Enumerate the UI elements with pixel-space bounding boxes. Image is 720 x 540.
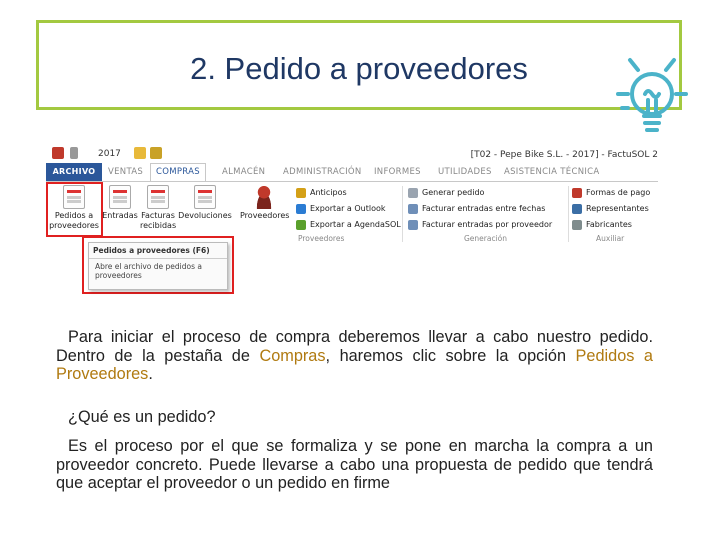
invoice-icon bbox=[147, 185, 169, 209]
formas-pago-button[interactable] bbox=[572, 186, 650, 202]
tab-compras[interactable]: COMPRAS bbox=[150, 163, 206, 181]
row-label: Exportar a AgendaSOL bbox=[310, 220, 401, 229]
title-box bbox=[36, 20, 682, 110]
dropdown-icon[interactable] bbox=[70, 147, 78, 159]
row-label: Formas de pago bbox=[586, 188, 651, 197]
people-icon bbox=[572, 204, 582, 214]
button-label: Facturas bbox=[141, 211, 175, 220]
row-label: Representantes bbox=[586, 204, 649, 213]
row-label: Facturar entradas por proveedor bbox=[422, 220, 553, 229]
tab-utilidades[interactable]: UTILIDADES bbox=[438, 167, 492, 177]
button-label: Entradas bbox=[102, 211, 138, 220]
tooltip bbox=[88, 242, 228, 290]
year-selector[interactable]: 2017 bbox=[98, 149, 121, 159]
exportar-outlook-button[interactable] bbox=[296, 202, 401, 218]
payment-icon bbox=[572, 188, 582, 198]
highlight-frame-pedidos bbox=[46, 182, 103, 237]
instruction-paragraph bbox=[56, 328, 653, 384]
supplier-person-icon bbox=[253, 185, 275, 209]
tooltip-description: Abre el archivo de pedidos a proveedores bbox=[95, 262, 202, 280]
text-run: . bbox=[148, 365, 153, 383]
calendar-icon bbox=[408, 204, 418, 214]
devoluciones-button[interactable] bbox=[178, 185, 232, 221]
row-label: Fabricantes bbox=[586, 220, 632, 229]
ribbon-body bbox=[46, 181, 658, 244]
anticipos-button[interactable] bbox=[296, 186, 401, 202]
proveedores-button[interactable] bbox=[240, 185, 288, 221]
entradas-button[interactable] bbox=[102, 185, 138, 221]
text-run: Para iniciar el proceso de compra deberemos llevar a cabo nuestro pedido. Dentro de la pestaña de bbox=[56, 328, 653, 365]
app-icon[interactable] bbox=[52, 147, 64, 159]
row-label: Facturar entradas entre fechas bbox=[422, 204, 546, 213]
text-run: , haremos clic sobre la opción bbox=[325, 346, 576, 365]
highlight-frame-tooltip bbox=[82, 236, 234, 294]
compras-highlight: Compras bbox=[259, 346, 326, 365]
ribbon-screenshot bbox=[46, 140, 658, 296]
generar-pedido-button[interactable] bbox=[408, 186, 552, 202]
group-auxiliar-items bbox=[572, 186, 650, 234]
entries-icon bbox=[109, 185, 131, 209]
money-icon bbox=[296, 188, 306, 198]
question-heading: ¿Qué es un pedido? bbox=[68, 408, 216, 426]
slide-title: 2. Pedido a proveedores bbox=[190, 51, 528, 86]
document-icon bbox=[408, 188, 418, 198]
facturas-recibidas-button[interactable] bbox=[140, 185, 176, 231]
button-label: Proveedores bbox=[240, 211, 290, 220]
button-label: proveedores bbox=[49, 221, 99, 230]
tab-archivo[interactable]: ARCHIVO bbox=[46, 163, 102, 181]
facturar-por-proveedor-button[interactable] bbox=[408, 218, 552, 234]
group-label-proveedores: Proveedores bbox=[298, 234, 345, 243]
group-proveedores-items bbox=[296, 186, 401, 234]
quick-access-toolbar bbox=[46, 144, 658, 164]
returns-icon bbox=[194, 185, 216, 209]
tab-almacen[interactable]: ALMACÉN bbox=[222, 167, 266, 177]
tab-ventas[interactable]: VENTAS bbox=[108, 167, 144, 177]
tab-asistencia-tecnica[interactable]: ASISTENCIA TÉCNICA bbox=[504, 167, 600, 177]
group-label-auxiliar: Auxiliar bbox=[596, 234, 625, 243]
ribbon-tabs bbox=[46, 163, 658, 181]
agenda-icon bbox=[296, 220, 306, 230]
definition-paragraph: Es el proceso por el que se formaliza y se pone en marcha la compra a un proveedor concreto. Puede llevarse a cabo una propuesta de pedido que tendrá que aceptar el proveedor o un pedido en firme bbox=[56, 437, 653, 492]
group-label-generacion: Generación bbox=[464, 234, 508, 243]
outlook-icon bbox=[296, 204, 306, 214]
lightbulb-icon bbox=[612, 44, 692, 148]
tab-informes[interactable]: INFORMES bbox=[374, 167, 421, 177]
group-generacion-items bbox=[408, 186, 552, 234]
facturar-entre-fechas-button[interactable] bbox=[408, 202, 552, 218]
fabricantes-button[interactable] bbox=[572, 218, 650, 234]
button-label: Pedidos a bbox=[54, 211, 94, 220]
factory-icon bbox=[572, 220, 582, 230]
tooltip-title: Pedidos a proveedores (F6) bbox=[89, 243, 227, 259]
tab-administracion[interactable]: ADMINISTRACIÓN bbox=[283, 167, 362, 177]
representantes-button[interactable] bbox=[572, 202, 650, 218]
button-label: Devoluciones bbox=[178, 211, 232, 220]
pedidos-proveedores-highlight: Pedidos a Proveedores bbox=[56, 346, 653, 383]
invoice-small-icon bbox=[408, 220, 418, 230]
button-label: recibidas bbox=[140, 221, 177, 230]
lock-icon[interactable] bbox=[150, 147, 162, 159]
group-separator bbox=[402, 186, 403, 242]
exportar-agendasol-button[interactable] bbox=[296, 218, 401, 234]
row-label: Exportar a Outlook bbox=[310, 204, 386, 213]
row-label: Anticipos bbox=[310, 188, 347, 197]
row-label: Generar pedido bbox=[422, 188, 485, 197]
group-separator bbox=[568, 186, 569, 242]
window-title: [T02 - Pepe Bike S.L. - 2017] - FactuSOL 2 bbox=[470, 150, 658, 160]
folder-icon[interactable] bbox=[134, 147, 146, 159]
